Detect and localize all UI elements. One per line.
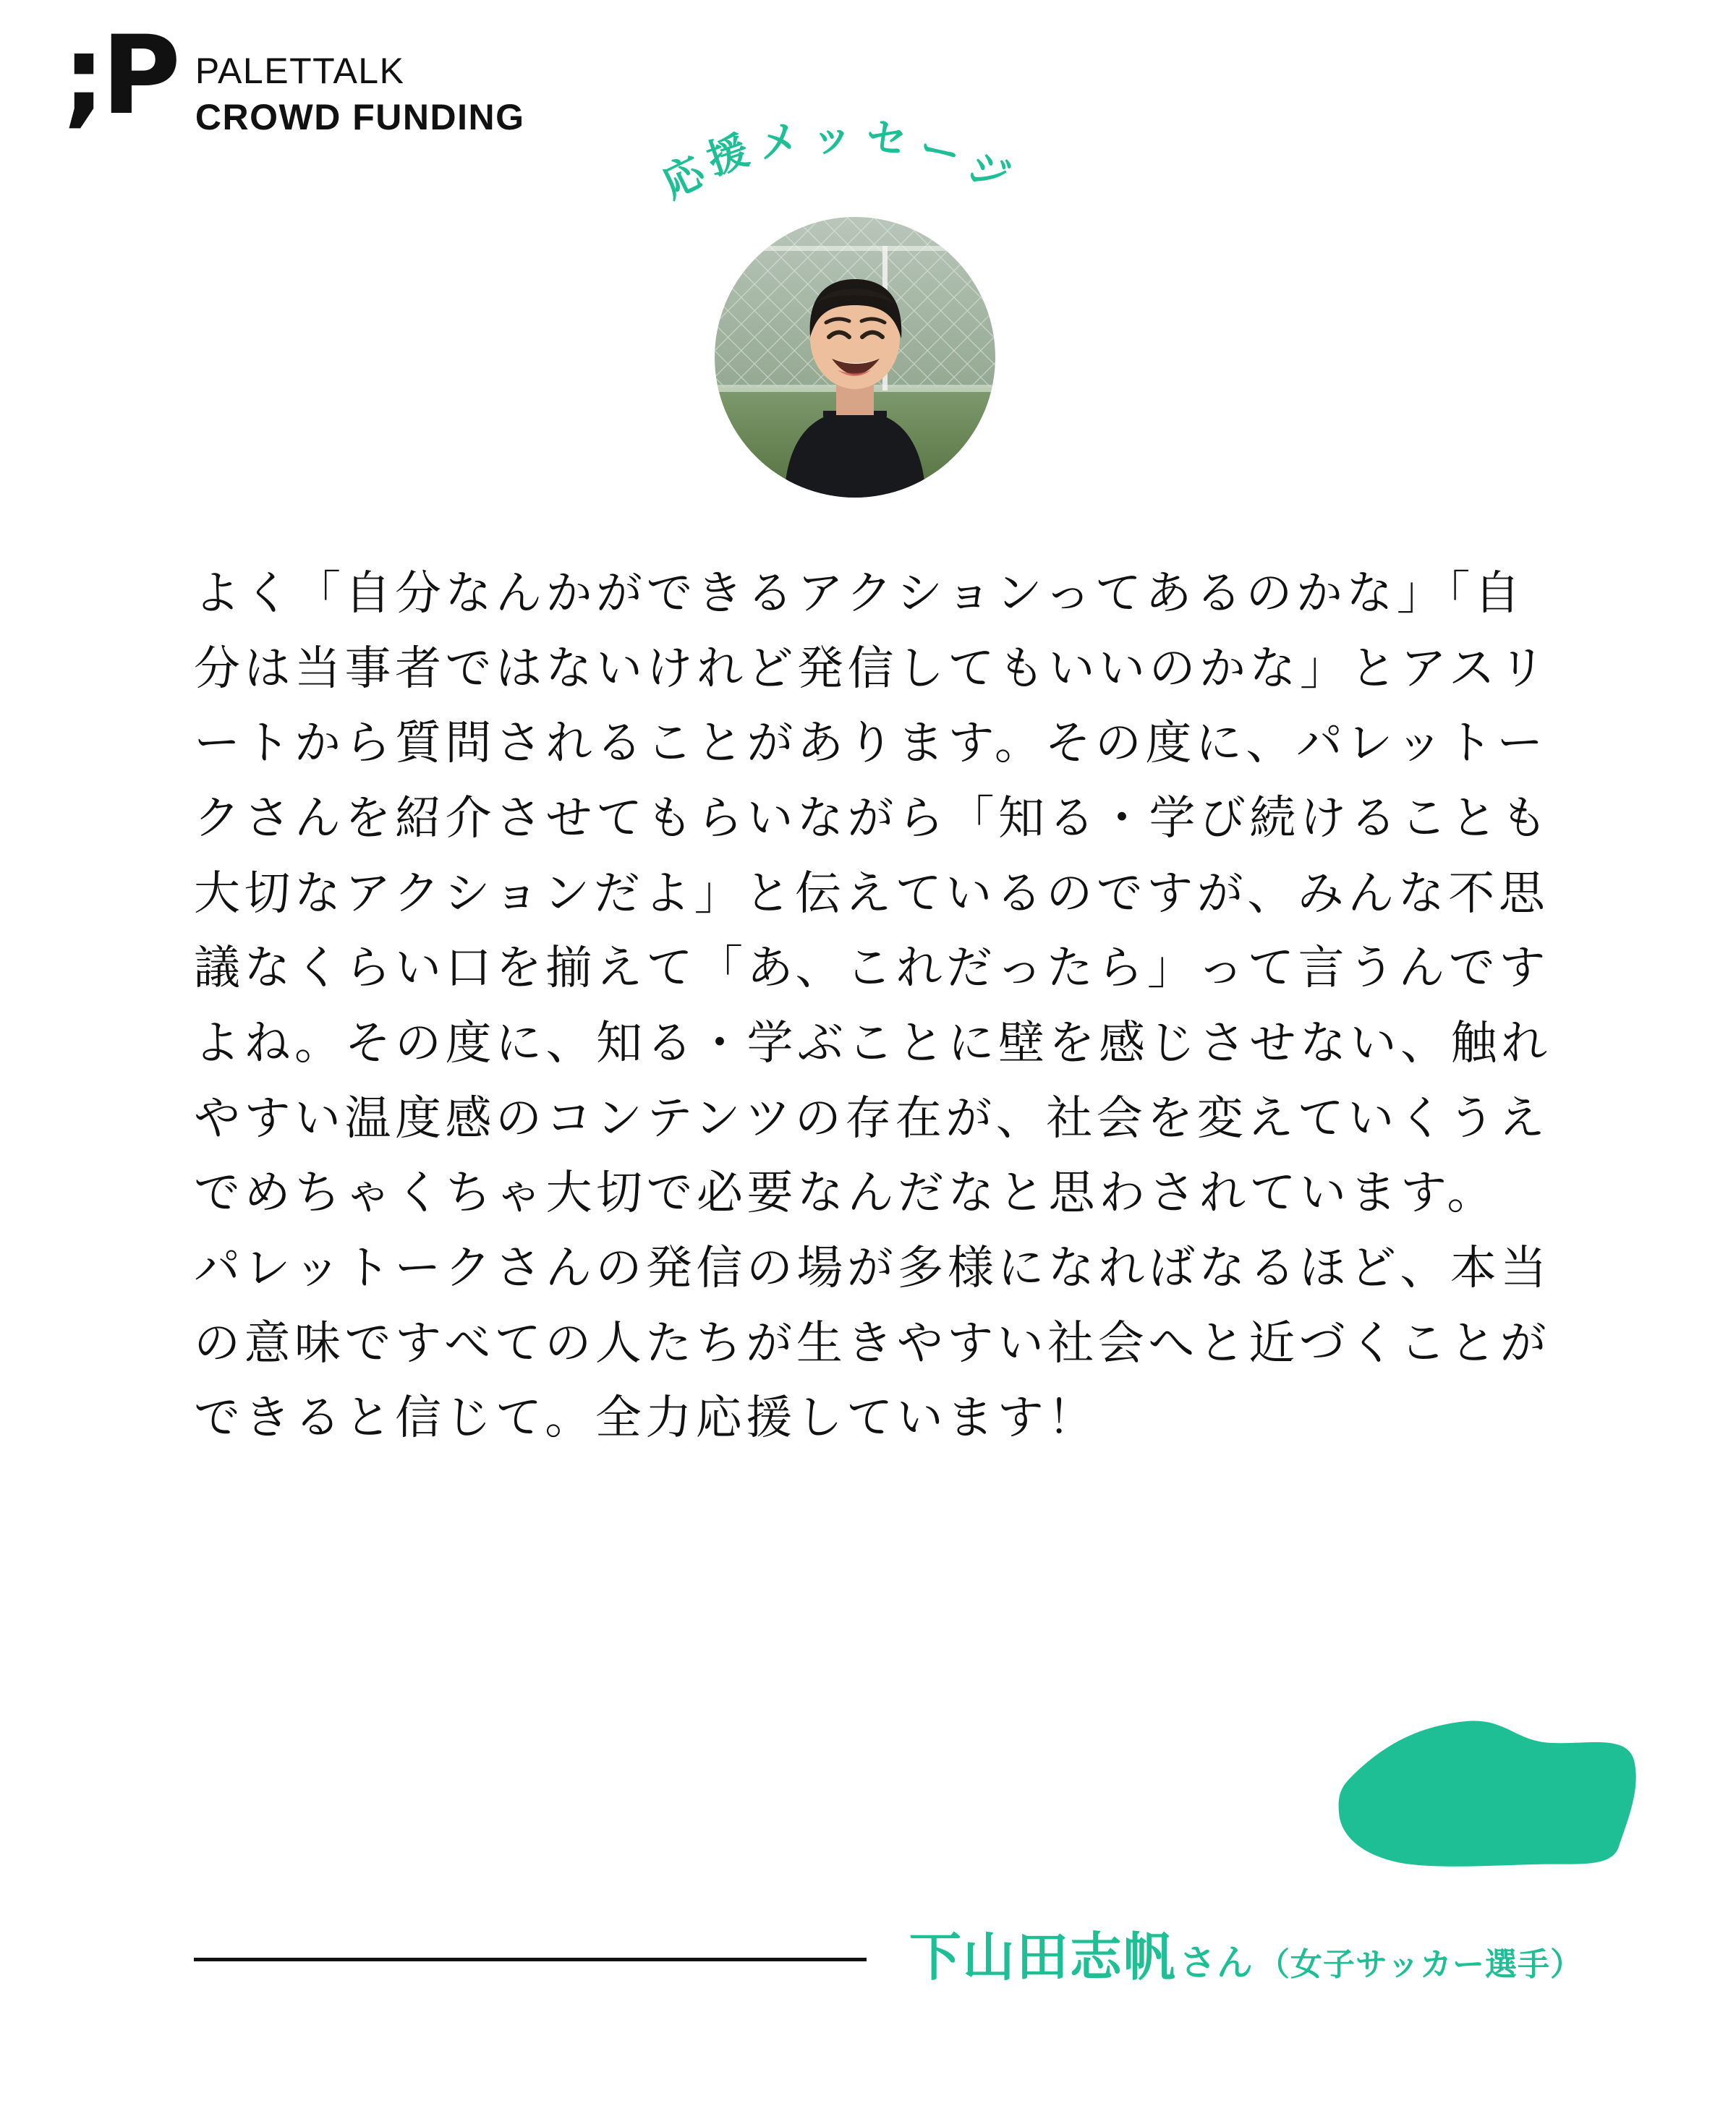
signature-rule <box>194 1958 867 1961</box>
headline-char-1: 援 <box>701 127 755 185</box>
message-body <box>194 557 1554 1457</box>
headline-support-message <box>655 108 1110 217</box>
signature-name: 下山田志帆 <box>909 1927 1177 1987</box>
headline-char-3: ッ <box>811 114 854 162</box>
highlight-blob <box>1335 1714 1638 1869</box>
signature <box>909 1915 1583 1990</box>
brand-wordmark <box>195 32 525 140</box>
signature-honorific: さん <box>1179 1942 1254 1984</box>
portrait-photo <box>715 217 995 498</box>
signature-role: （女子サッカー選手） <box>1257 1946 1583 1983</box>
brand-name-line2: CROWD FUNDING <box>195 97 525 137</box>
headline-char-4: セ <box>863 113 910 166</box>
message-paragraph: よく「自分なんかができるアクションってあるのかな」「自分は当事者ではないけれど発信してもいいのかな」とアスリートから質問されることがあります。その度に、パレットークさんを紹介させてもらいながら「知る・学び続けることも大切なアクションだよ」と伝えているのですが、みんな不思議なくらい口を揃えて「あ、これだったら」って言うんですよね。その度に、知る・学ぶことに壁を感じさせない、触れやすい温度感のコンテンツの存在が、社会を変えていくうえでめちゃくちゃ大切で必要なんだなと思わされています。 パレットークさんの発信の場が多様になればなるほど、本当の意味ですべての人たちが生きやすい社会へと近づくことができると信じて。全力応援しています！ <box>194 567 1552 1446</box>
headline-char-6: ジ <box>959 142 1017 202</box>
avatar <box>715 217 995 498</box>
brand-name-line1: PALETTALK <box>195 51 405 91</box>
headline-char-5: ー <box>913 124 966 181</box>
palettalk-logo-mark: ;P <box>62 13 176 139</box>
headline-char-2: メ <box>754 115 803 169</box>
headline-char-0: 応 <box>655 148 712 208</box>
brand-logo <box>62 13 525 140</box>
